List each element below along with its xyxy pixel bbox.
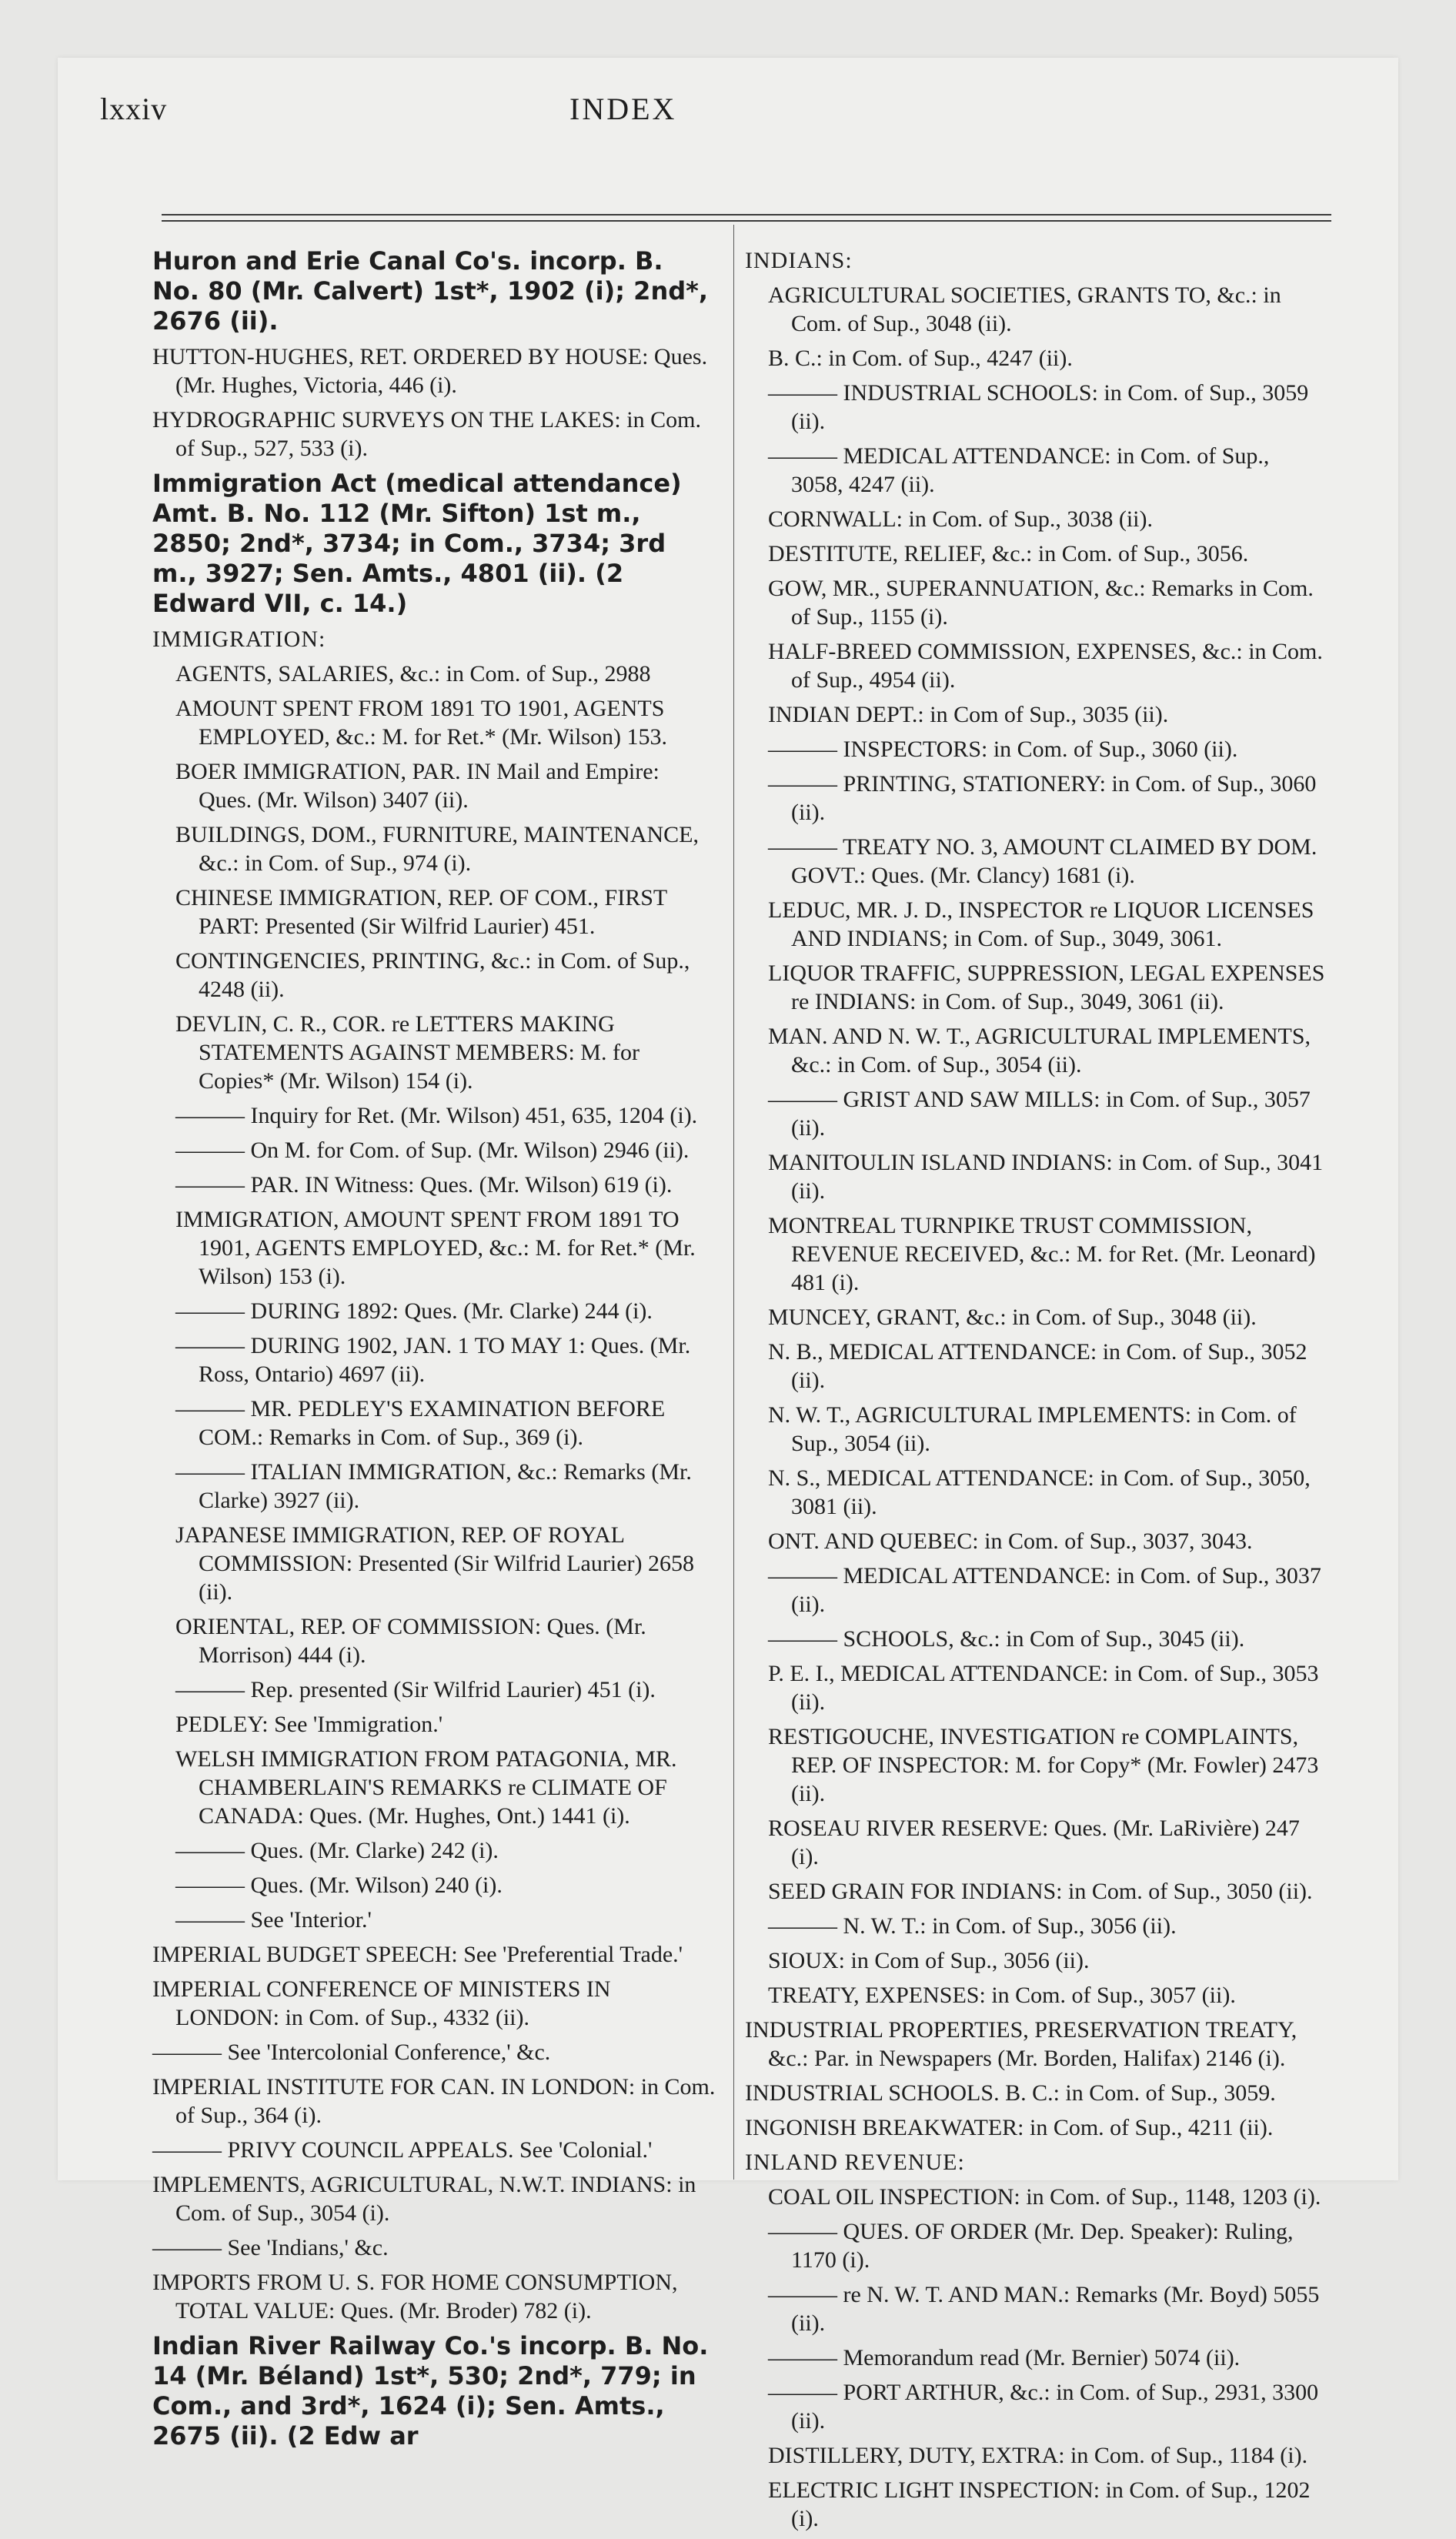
index-entry: HALF-BREED COMMISSION, EXPENSES, &c.: in Com. of Sup., 4954 (ii). — [768, 639, 1323, 693]
index-entry: INDUSTRIAL SCHOOLS. B. C.: in Com. of Sup., 3059. — [745, 2080, 1276, 2106]
header-rule-bottom — [162, 220, 1331, 222]
index-entry: ——— DURING 1892: Ques. (Mr. Clarke) 244 (i). — [175, 1298, 653, 1324]
index-entry: IMMIGRATION: — [152, 626, 326, 652]
index-entry: AGRICULTURAL SOCIETIES, GRANTS TO, &c.: in Com. of Sup., 3048 (ii). — [768, 282, 1281, 336]
index-entry: HYDROGRAPHIC SURVEYS ON THE LAKES: in Com. of Sup., 527, 533 (i). — [152, 407, 701, 461]
index-entry: IMMIGRATION, AMOUNT SPENT FROM 1891 TO 1901, AGENTS EMPLOYED, &c.: M. for Ret.* (Mr. Wilson) 153 (i). — [175, 1207, 696, 1289]
index-entry: ONT. AND QUEBEC: in Com. of Sup., 3037, 3043. — [768, 1528, 1253, 1554]
index-entry: Huron and Erie Canal Co's. incorp. B. No. 80 (Mr. Calvert) 1st*, 1902 (i); 2nd*, 2676 (ii). — [152, 246, 709, 336]
index-entry: ——— See 'Interior.' — [175, 1907, 372, 1933]
index-entry: MUNCEY, GRANT, &c.: in Com. of Sup., 3048 (ii). — [768, 1305, 1257, 1330]
index-entry: ——— INSPECTORS: in Com. of Sup., 3060 (ii). — [768, 737, 1238, 762]
index-entry: ——— Ques. (Mr. Clarke) 242 (i). — [175, 1838, 499, 1863]
index-entry: ——— MEDICAL ATTENDANCE: in Com. of Sup., 3037 (ii). — [768, 1563, 1321, 1617]
index-entry: Immigration Act (medical attendance) Amt. B. No. 112 (Mr. Sifton) 1st m., 2850; 2nd*, 3734; in Com., 3734; 3rd m., 3927; Sen. Amts., 4801 (ii). (2 Edward VII, c. 14.) — [152, 469, 682, 618]
index-entry: ——— INDUSTRIAL SCHOOLS: in Com. of Sup., 3059 (ii). — [768, 380, 1309, 434]
left-column — [152, 246, 718, 2457]
index-entry: N. W. T., AGRICULTURAL IMPLEMENTS: in Com. of Sup., 3054 (ii). — [768, 1402, 1297, 1456]
index-entry: ——— Inquiry for Ret. (Mr. Wilson) 451, 635, 1204 (i). — [175, 1103, 698, 1128]
index-entry: ——— N. W. T.: in Com. of Sup., 3056 (ii). — [768, 1913, 1177, 1939]
index-entry: ——— See 'Indians,' &c. — [152, 2235, 389, 2260]
index-entry: ——— QUES. OF ORDER (Mr. Dep. Speaker): Ruling, 1170 (i). — [768, 2219, 1294, 2273]
index-entry: INGONISH BREAKWATER: in Com. of Sup., 4211 (ii). — [745, 2115, 1274, 2140]
index-entry: WELSH IMMIGRATION FROM PATAGONIA, MR. CHAMBERLAIN'S REMARKS re CLIMATE OF CANADA: Ques. (Mr. Hughes, Ont.) 1441 (i). — [175, 1746, 677, 1829]
index-entry: ——— re N. W. T. AND MAN.: Remarks (Mr. Boyd) 5055 (ii). — [768, 2282, 1320, 2336]
index-entry: MAN. AND N. W. T., AGRICULTURAL IMPLEMENTS, &c.: in Com. of Sup., 3054 (ii). — [768, 1024, 1311, 1077]
index-entry: ——— PRIVY COUNCIL APPEALS. See 'Colonial.' — [152, 2137, 653, 2163]
index-entry: DISTILLERY, DUTY, EXTRA: in Com. of Sup., 1184 (i). — [768, 2443, 1308, 2468]
index-entry: ROSEAU RIVER RESERVE: Ques. (Mr. LaRivière) 247 (i). — [768, 1816, 1300, 1869]
index-entry: ——— ITALIAN IMMIGRATION, &c.: Remarks (Mr. Clarke) 3927 (ii). — [175, 1459, 692, 1513]
index-entry: ELECTRIC LIGHT INSPECTION: in Com. of Sup., 1202 (i). — [768, 2477, 1311, 2531]
index-entry: B. C.: in Com. of Sup., 4247 (ii). — [768, 346, 1073, 371]
index-entry: BOER IMMIGRATION, PAR. IN Mail and Empire: Ques. (Mr. Wilson) 3407 (ii). — [175, 759, 660, 813]
index-entry: INDIAN DEPT.: in Com of Sup., 3035 (ii). — [768, 702, 1169, 727]
index-entry: Indian River Railway Co.'s incorp. B. No. 14 (Mr. Béland) 1st*, 530; 2nd*, 779; in Com., and 3rd*, 1624 (i); Sen. Amts., 2675 (ii). (2 Edw ar — [152, 2331, 709, 2450]
index-entry: IMPLEMENTS, AGRICULTURAL, N.W.T. INDIANS: in Com. of Sup., 3054 (i). — [152, 2172, 696, 2226]
index-entry: ORIENTAL, REP. OF COMMISSION: Ques. (Mr. Morrison) 444 (i). — [175, 1614, 646, 1668]
index-entry: SEED GRAIN FOR INDIANS: in Com. of Sup., 3050 (ii). — [768, 1879, 1313, 1904]
index-entry: ——— MR. PEDLEY'S EXAMINATION BEFORE COM.: Remarks in Com. of Sup., 369 (i). — [175, 1396, 666, 1450]
index-entry: ——— PORT ARTHUR, &c.: in Com. of Sup., 2931, 3300 (ii). — [768, 2380, 1319, 2434]
index-entry: ——— PRINTING, STATIONERY: in Com. of Sup., 3060 (ii). — [768, 771, 1317, 825]
running-head: INDEX — [569, 92, 677, 126]
page-number: lxxiv — [100, 92, 168, 126]
index-entry: N. S., MEDICAL ATTENDANCE: in Com. of Sup., 3050, 3081 (ii). — [768, 1465, 1311, 1519]
index-entry: PEDLEY: See 'Immigration.' — [175, 1712, 443, 1737]
index-entry: CORNWALL: in Com. of Sup., 3038 (ii). — [768, 506, 1153, 532]
index-entry: CHINESE IMMIGRATION, REP. OF COM., FIRST PART: Presented (Sir Wilfrid Laurier) 451. — [175, 885, 667, 939]
index-entry: N. B., MEDICAL ATTENDANCE: in Com. of Sup., 3052 (ii). — [768, 1339, 1307, 1393]
column-divider — [733, 225, 734, 2180]
index-entry: AGENTS, SALARIES, &c.: in Com. of Sup., 2988 — [175, 661, 651, 687]
index-entry: JAPANESE IMMIGRATION, REP. OF ROYAL COMMISSION: Presented (Sir Wilfrid Laurier) 2658 (ii). — [175, 1522, 694, 1605]
index-entry: ——— Rep. presented (Sir Wilfrid Laurier) 451 (i). — [175, 1677, 656, 1702]
right-column — [745, 246, 1326, 2539]
index-entry: ——— SCHOOLS, &c.: in Com of Sup., 3045 (ii). — [768, 1626, 1245, 1652]
index-entry: COAL OIL INSPECTION: in Com. of Sup., 1148, 1203 (i). — [768, 2184, 1321, 2210]
index-entry: BUILDINGS, DOM., FURNITURE, MAINTENANCE, &c.: in Com. of Sup., 974 (i). — [175, 822, 699, 876]
index-entry: IMPORTS FROM U. S. FOR HOME CONSUMPTION, TOTAL VALUE: Ques. (Mr. Broder) 782 (i). — [152, 2270, 678, 2324]
index-entry: CONTINGENCIES, PRINTING, &c.: in Com. of Sup., 4248 (ii). — [175, 948, 690, 1002]
index-entry: MONTREAL TURNPIKE TRUST COMMISSION, REVENUE RECEIVED, &c.: M. for Ret. (Mr. Leonard) 481 (i). — [768, 1213, 1316, 1295]
index-entry: HUTTON-HUGHES, RET. ORDERED BY HOUSE: Ques. (Mr. Hughes, Victoria, 446 (i). — [152, 344, 708, 398]
index-entry: INDUSTRIAL PROPERTIES, PRESERVATION TREATY, &c.: Par. in Newspapers (Mr. Borden, Halifax) 2146 (i). — [745, 2017, 1297, 2071]
index-entry: TREATY, EXPENSES: in Com. of Sup., 3057 (ii). — [768, 1983, 1236, 2008]
index-entry: ——— DURING 1902, JAN. 1 TO MAY 1: Ques. (Mr. Ross, Ontario) 4697 (ii). — [175, 1333, 691, 1387]
index-entry: INDIANS: — [745, 248, 853, 273]
index-entry: DEVLIN, C. R., COR. re LETTERS MAKING STATEMENTS AGAINST MEMBERS: M. for Copies* (Mr. Wilson) 154 (i). — [175, 1011, 640, 1094]
index-entry: P. E. I., MEDICAL ATTENDANCE: in Com. of Sup., 3053 (ii). — [768, 1661, 1319, 1715]
index-entry: SIOUX: in Com of Sup., 3056 (ii). — [768, 1948, 1090, 1973]
index-entry: ——— PAR. IN Witness: Ques. (Mr. Wilson) 619 (i). — [175, 1172, 673, 1198]
index-entry: RESTIGOUCHE, INVESTIGATION re COMPLAINTS, REP. OF INSPECTOR: M. for Copy* (Mr. Fowler) 2473 (ii). — [768, 1724, 1319, 1806]
index-entry: IMPERIAL CONFERENCE OF MINISTERS IN LONDON: in Com. of Sup., 4332 (ii). — [152, 1976, 611, 2030]
index-entry: ——— GRIST AND SAW MILLS: in Com. of Sup., 3057 (ii). — [768, 1087, 1311, 1141]
index-entry: LEDUC, MR. J. D., INSPECTOR re LIQUOR LICENSES AND INDIANS; in Com. of Sup., 3049, 3061. — [768, 897, 1314, 951]
index-entry: ——— On M. for Com. of Sup. (Mr. Wilson) 2946 (ii). — [175, 1138, 690, 1163]
index-entry: ——— Memorandum read (Mr. Bernier) 5074 (ii). — [768, 2345, 1241, 2370]
index-entry: GOW, MR., SUPERANNUATION, &c.: Remarks in Com. of Sup., 1155 (i). — [768, 576, 1314, 630]
index-entry: INLAND REVENUE: — [745, 2150, 965, 2175]
index-entry: LIQUOR TRAFFIC, SUPPRESSION, LEGAL EXPENSES re INDIANS: in Com. of Sup., 3049, 3061 (ii). — [768, 960, 1325, 1014]
header-rule-top — [162, 214, 1331, 215]
index-entry: IMPERIAL BUDGET SPEECH: See 'Preferential Trade.' — [152, 1942, 683, 1967]
index-entry: ——— See 'Intercolonial Conference,' &c. — [152, 2040, 551, 2065]
index-entry: ——— TREATY NO. 3, AMOUNT CLAIMED BY DOM. GOVT.: Ques. (Mr. Clancy) 1681 (i). — [768, 834, 1317, 888]
page-header — [100, 91, 1331, 145]
index-entry: ——— Ques. (Mr. Wilson) 240 (i). — [175, 1873, 503, 1898]
index-entry: AMOUNT SPENT FROM 1891 TO 1901, AGENTS EMPLOYED, &c.: M. for Ret.* (Mr. Wilson) 153. — [175, 696, 668, 750]
index-entry: MANITOULIN ISLAND INDIANS: in Com. of Sup., 3041 (ii). — [768, 1150, 1324, 1204]
index-entry: ——— MEDICAL ATTENDANCE: in Com. of Sup., 3058, 4247 (ii). — [768, 443, 1270, 497]
index-entry: IMPERIAL INSTITUTE FOR CAN. IN LONDON: in Com. of Sup., 364 (i). — [152, 2074, 716, 2128]
index-entry: DESTITUTE, RELIEF, &c.: in Com. of Sup., 3056. — [768, 541, 1249, 566]
